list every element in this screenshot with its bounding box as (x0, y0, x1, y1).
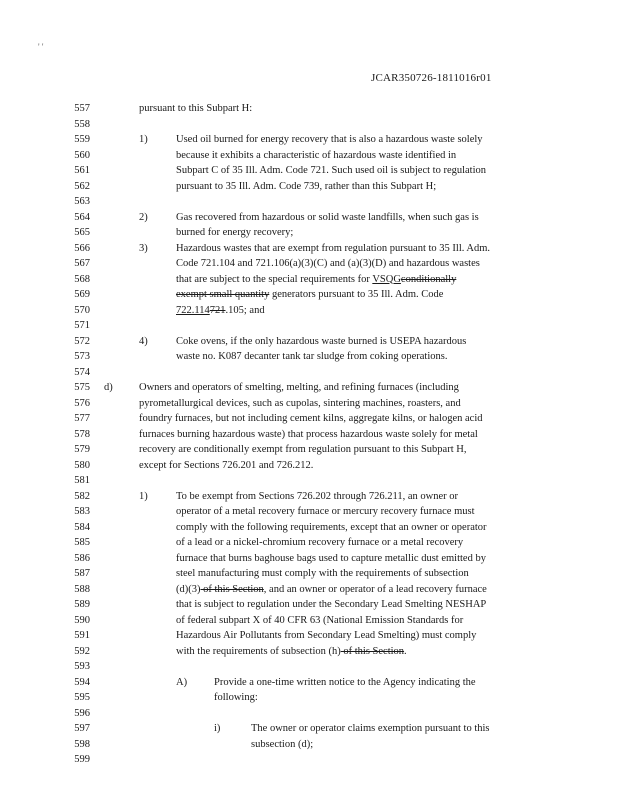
line-number: 589 (74, 599, 90, 610)
item-di-line: subsection (d); (251, 738, 314, 750)
line-number: 591 (74, 630, 90, 641)
line-number: 563 (74, 196, 90, 207)
intro-line: pursuant to this Subpart H: (139, 103, 253, 114)
item-d-line: Owners and operators of smelting, melting, and refining furnaces (including (139, 382, 459, 393)
item-d-line: pyrometallurgical devices, such as cupolas, sintering machines, roasters, and (139, 397, 461, 409)
item-d1-line: comply with the following requirements, except that an owner or operator (176, 521, 487, 533)
line-number: 576 (74, 397, 90, 409)
item-d1-line (176, 582, 487, 598)
line-number: 590 (74, 614, 90, 626)
line-number: 592 (74, 645, 90, 657)
line-number: 580 (74, 459, 90, 471)
item-d-line: except for Sections 726.201 and 726.212. (139, 459, 314, 471)
inserted-text: VSQG (372, 273, 401, 285)
item-c1-line: Used oil burned for energy recovery that is also a hazardous waste solely (176, 134, 483, 145)
item-d1-line: operator of a metal recovery furnace or mercury recovery furnace must (176, 506, 475, 517)
d1-text: with the requirements of subsection (h) (176, 645, 341, 657)
item-d1-line: Hazardous Air Pollutants from Secondary Lead Smelting) must comply (176, 630, 477, 641)
scan-specks: ' ' (38, 42, 44, 52)
item-d-line: recovery are conditionally exempt from regulation pursuant to this Subpart H, (139, 444, 467, 455)
line-number: 573 (74, 351, 90, 362)
line-number: 599 (74, 754, 90, 765)
item-c1-line: Subpart C of 35 Ill. Adm. Code 721. Such used oil is subject to regulation (176, 165, 487, 176)
item-c3-line (176, 303, 265, 319)
line-number: 585 (74, 537, 90, 548)
line-number: 579 (74, 444, 90, 455)
line-number: 577 (74, 413, 90, 424)
line-number: 569 (74, 289, 90, 300)
c3-text: generators pursuant to 35 Ill. Adm. Code (269, 289, 444, 300)
item-c3-line: Hazardous wastes that are exempt from regulation pursuant to 35 Ill. Adm. (176, 242, 491, 254)
document-id: JCAR350726-1811016r01 (371, 72, 492, 84)
line-number: 566 (74, 242, 90, 254)
item-c3-line (176, 272, 456, 288)
item-d-line: furnaces burning hazardous waste) that process hazardous waste solely for metal (139, 428, 478, 440)
item-c1-line: because it exhibits a characteristic of hazardous waste identified in (176, 149, 457, 161)
line-number: 588 (74, 583, 90, 595)
c3-text: that are subject to the special requirements for (176, 273, 373, 285)
line-number: 597 (74, 723, 90, 734)
item-d1-line: To be exempt from Sections 726.202 through 726.211, an owner or (176, 490, 459, 502)
item-d-label: d) (104, 382, 113, 393)
line-number: 582 (74, 490, 90, 502)
deleted-text: of this Section (200, 583, 264, 595)
d1-text: (d)(3) (176, 583, 201, 595)
line-number: 558 (74, 118, 90, 130)
deleted-text: conditionally (400, 273, 457, 285)
item-c1-label: 1) (139, 134, 148, 145)
line-number: 562 (74, 180, 90, 192)
item-di-label: i) (214, 723, 221, 734)
line-number: 593 (74, 661, 90, 672)
line-number: 567 (74, 258, 90, 269)
line-number: 575 (74, 382, 90, 393)
item-c3-label: 3) (139, 242, 148, 254)
item-c4-line: Coke ovens, if the only hazardous waste burned is USEPA hazardous (176, 335, 467, 347)
item-d1-line: of federal subpart X of 40 CFR 63 (National Emission Standards for (176, 614, 464, 626)
item-d1-line (176, 644, 407, 660)
line-number: 578 (74, 428, 90, 440)
line-number: 584 (74, 521, 90, 533)
line-number: 557 (74, 103, 90, 114)
line-number: 598 (74, 738, 90, 750)
line-number: 587 (74, 568, 90, 579)
item-d1-label: 1) (139, 490, 148, 502)
c3-text: .105; and (225, 304, 265, 316)
item-d1-line: furnace that burns baghouse bags used to capture metallic dust emitted by (176, 552, 486, 564)
line-number: 559 (74, 134, 90, 145)
item-c4-line: waste no. K087 decanter tank tar sludge from coking operations. (176, 351, 448, 362)
item-di-line: The owner or operator claims exemption pursuant to this (251, 723, 490, 734)
line-number: 560 (74, 149, 90, 161)
item-c4-label: 4) (139, 335, 148, 347)
item-dA-label: A) (176, 676, 188, 688)
line-number: 586 (74, 552, 90, 564)
line-number: 564 (74, 211, 90, 223)
deleted-text: of this Section (340, 645, 405, 657)
line-number: 568 (74, 273, 90, 285)
item-dA-line: following: (214, 692, 258, 703)
item-c3-line: Code 721.104 and 721.106(a)(3)(C) and (a)(3)(D) and hazardous wastes (176, 258, 480, 269)
deleted-text: 721 (209, 304, 226, 316)
line-number: 595 (74, 692, 90, 703)
line-number: 583 (74, 506, 90, 517)
item-c2-line: Gas recovered from hazardous or solid waste landfills, when such gas is (176, 211, 479, 223)
inserted-text: 722.114 (176, 304, 210, 316)
deleted-text: exempt small quantity (176, 289, 270, 300)
item-d-line: foundry furnaces, but not including cement kilns, aggregate kilns, or halogen acid (139, 413, 483, 424)
line-number: 594 (74, 676, 90, 688)
item-d1-line: of a lead or a nickel-chromium recovery furnace or a metal recovery (176, 537, 464, 548)
item-c1-line: pursuant to 35 Ill. Adm. Code 739, rather than this Subpart H; (176, 180, 437, 192)
line-number: 581 (74, 475, 90, 486)
item-c3-line (176, 287, 443, 303)
d1-text: , and an owner or operator of a lead recovery furnace (263, 583, 487, 595)
item-d1-line: that is subject to regulation under the Secondary Lead Smelting NESHAP (176, 599, 487, 610)
item-d1-line: steel manufacturing must comply with the requirements of subsection (176, 568, 469, 579)
line-number: 561 (74, 165, 90, 176)
line-number: 572 (74, 335, 90, 347)
line-number: 565 (74, 227, 90, 238)
d1-text: . (404, 645, 407, 657)
item-dA-line: Provide a one-time written notice to the Agency indicating the (214, 676, 476, 688)
line-number: 574 (74, 366, 90, 378)
line-number: 596 (74, 707, 90, 719)
item-c2-line: burned for energy recovery; (176, 227, 294, 238)
line-number: 570 (74, 304, 90, 316)
item-c2-label: 2) (139, 211, 148, 223)
line-number: 571 (74, 320, 90, 331)
